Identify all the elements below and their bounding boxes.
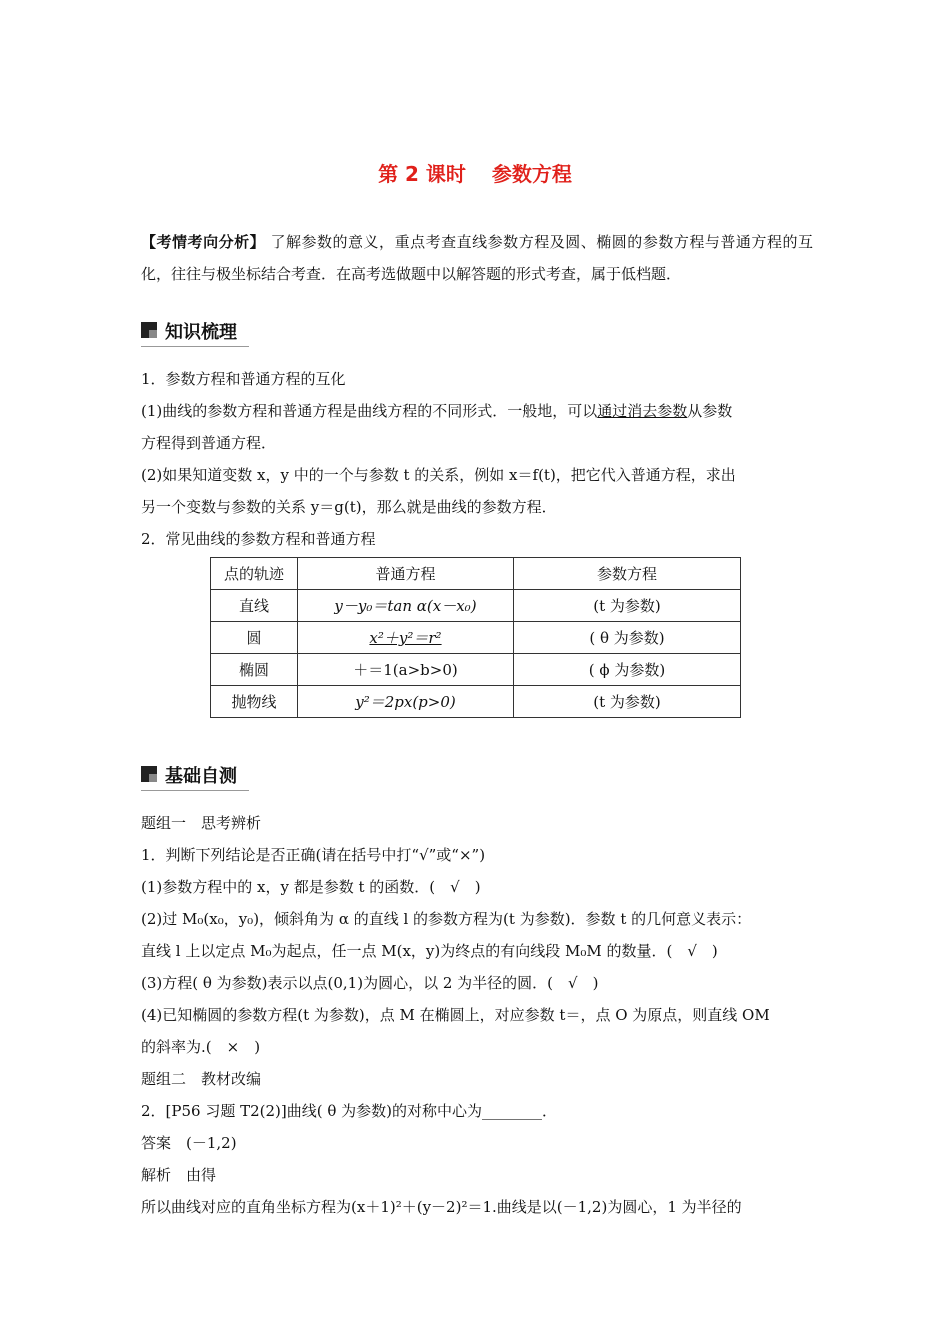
table-header: 点的轨迹: [211, 558, 298, 590]
item-1-2-line1: (2)如果知道变数 x，y 中的一个与参数 t 的关系，例如 x＝f(t)，把它代入普通方程，求出: [141, 466, 736, 484]
section-heading-self-test: 基础自测: [141, 760, 249, 791]
intro-text: 了解参数的意义，重点考查直线参数方程及圆、椭圆的参数方程与普通方程的互化，往往与极坐标结合考查．在高考选做题中以解答题的形式考查，属于低档题．: [141, 233, 813, 283]
table-header: 参数方程: [514, 558, 741, 590]
table-row: [211, 686, 741, 718]
table-cell: ( θ 为参数): [514, 622, 741, 654]
table-cell: x²＋y²＝r²: [298, 622, 514, 654]
curves-table: [210, 557, 741, 718]
title-topic: 参数方程: [491, 162, 572, 186]
underlined-answer: 通过消去参数: [597, 402, 688, 420]
table-cell: (t 为参数): [514, 686, 741, 718]
question-1: 1．判断下列结论是否正确(请在括号中打“√”或“×”): [141, 846, 486, 864]
table-cell: (t 为参数): [514, 590, 741, 622]
question-1-d-line1: (4)已知椭圆的参数方程(t 为参数)，点 M 在椭圆上，对应参数 t＝，点 O 为原点，则直线 OM: [141, 1006, 770, 1024]
intro-paragraph: [141, 226, 813, 290]
table-cell: y－y₀＝tan α(x－x₀): [298, 590, 514, 622]
title-lesson: 第 2 课时: [378, 162, 466, 186]
table-header-row: [211, 558, 741, 590]
item-1-heading: 1．参数方程和普通方程的互化: [141, 370, 346, 388]
group-1-heading: 题组一 思考辨析: [141, 814, 262, 832]
table-row: [211, 622, 741, 654]
question-1-b-line2: 直线 l 上以定点 M₀为起点，任一点 M(x，y)为终点的有向线段 M₀M 的数量．( √ ): [141, 942, 718, 960]
item-1-1-line2: 方程得到普通方程．: [141, 434, 277, 452]
table-cell: 抛物线: [211, 686, 298, 718]
table-row: [211, 654, 741, 686]
question-2: 2．[P56 习题 T2(2)]曲线( θ 为参数)的对称中心为________．: [141, 1102, 558, 1120]
section-heading-knowledge: 知识梳理: [141, 316, 249, 347]
question-1-d-line2: 的斜率为.( × ): [141, 1038, 261, 1056]
item-2-heading: 2．常见曲线的参数方程和普通方程: [141, 530, 376, 548]
intro-tag: 【考情考向分析】: [141, 233, 266, 251]
question-1-a: (1)参数方程中的 x，y 都是参数 t 的函数．( √ ): [141, 878, 481, 896]
item-1-1-line1: (1)曲线的参数方程和普通方程是曲线方程的不同形式．一般地，可以通过消去参数从参数: [141, 402, 733, 420]
analysis-continuation: 所以曲线对应的直角坐标方程为(x＋1)²＋(y－2)²＝1.曲线是以(－1,2)为圆心，1 为半径的: [141, 1198, 742, 1216]
table-cell: y²＝2px(p>0): [298, 686, 514, 718]
table-row: [211, 590, 741, 622]
page-title: [0, 158, 950, 187]
question-1-b-line1: (2)过 M₀(x₀，y₀)，倾斜角为 α 的直线 l 的参数方程为(t 为参数)．参数 t 的几何意义表示：: [141, 910, 752, 928]
table-cell: 圆: [211, 622, 298, 654]
group-2-heading: 题组二 教材改编: [141, 1070, 262, 1088]
table-cell: ( ϕ 为参数): [514, 654, 741, 686]
item-1-2-line2: 另一个变数与参数的关系 y＝g(t)，那么就是曲线的参数方程．: [141, 498, 557, 516]
table-cell: ＋＝1(a>b>0): [298, 654, 514, 686]
question-1-c: (3)方程( θ 为参数)表示以点(0,1)为圆心，以 2 为半径的圆．( √ ): [141, 974, 599, 992]
answer-line: 答案 (－1,2): [141, 1134, 237, 1152]
analysis-line: 解析 由得: [141, 1166, 217, 1184]
table-cell: 直线: [211, 590, 298, 622]
table-header: 普通方程: [298, 558, 514, 590]
table-cell: 椭圆: [211, 654, 298, 686]
